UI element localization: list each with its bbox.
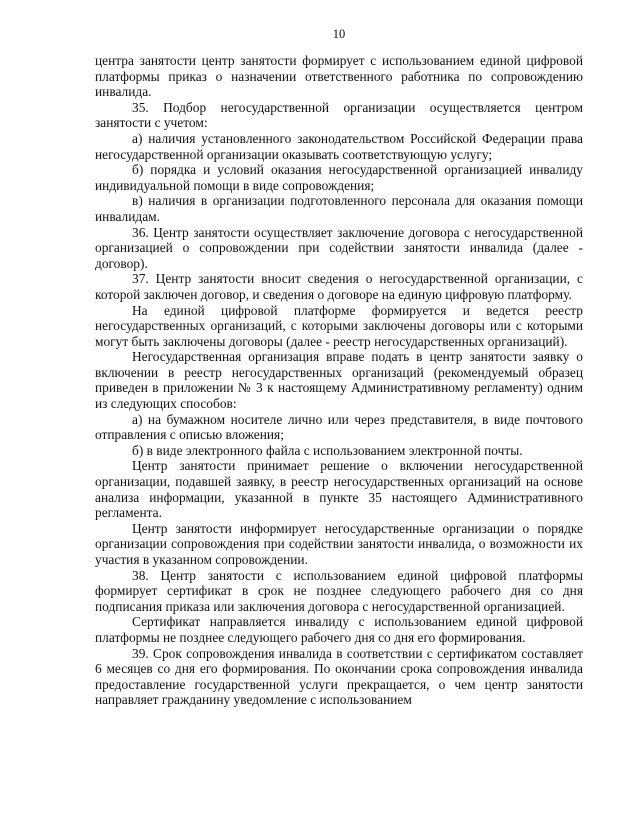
paragraph-clause-38: 38. Центр занятости с использованием единой цифровой платформы формирует сертификат в срок не позднее следующего рабочего дня со дня подписания приказа или заключения договора с негосударственной организацией.	[95, 567, 583, 614]
document-page	[95, 26, 583, 708]
paragraph-clause-35-c: в) наличия в организации подготовленного персонала для оказания помощи инвалидам.	[95, 193, 583, 224]
paragraph-continuation: центра занятости центр занятости формирует с использованием единой цифровой платформы приказ о назначении ответственного работника по сопровождению инвалида.	[95, 53, 583, 100]
paragraph-application: Негосударственная организация вправе подать в центр занятости заявку о включении в реестр негосударственных организаций (рекомендуемый образец приведен в приложении № 3 к настоящему Административному регламенту) одним из следующих способов:	[95, 349, 583, 412]
page-number: 10	[332, 27, 346, 41]
paragraph-clause-35-a: а) наличия установленного законодательством Российской Федерации права негосударственной организации оказывать соответствующую услугу;	[95, 130, 583, 162]
paragraph-clause-36: 36. Центр занятости осуществляет заключение договора с негосударственной организацией о сопровождении при содействии занятости инвалида (далее - договор).	[95, 224, 583, 271]
paragraph-clause-39: 39. Срок сопровождения инвалида в соответствии с сертификатом составляет 6 месяцев со дня его формирования. По окончании срока сопровождения инвалида предоставление государственной услуги прекращается, о чем центр занятости направляет гражданину уведомление с использованием	[95, 645, 583, 708]
paragraph-application-b: б) в виде электронного файла с использованием электронной почты.	[132, 442, 523, 458]
paragraph-clause-37: 37. Центр занятости вносит сведения о негосударственной организации, с которой заключен договор, и сведения о договоре на единую цифровую платформу.	[95, 271, 583, 302]
paragraph-certificate: Сертификат направляется инвалиду с использованием единой цифровой платформы не позднее следующего рабочего дня со дня его формирования.	[95, 614, 583, 645]
paragraph-clause-35: 35. Подбор негосударственной организации осуществляется центром занятости с учетом:	[95, 99, 583, 131]
paragraph-decision: Центр занятости принимает решение о включении негосударственной организации, подавшей заявку, в реестр негосударственных организаций на основе анализа информации, указанной в пункте 35 настоящего Административного регламента.	[95, 458, 583, 521]
paragraph-clause-35-b: б) порядка и условий оказания негосударственной организацией инвалиду индивидуальной помощи в виде сопровождения;	[95, 162, 583, 193]
paragraph-application-a: а) на бумажном носителе лично или через представителя, в виде почтового отправления с описью вложения;	[95, 411, 583, 443]
paragraph-registry: На единой цифровой платформе формируется и ведется реестр негосударственных организаций, с которыми заключены договоры или с которыми могут быть заключены договоры (далее - реестр негосударственных организаций).	[95, 302, 583, 349]
document-body	[95, 53, 583, 708]
paragraph-informing: Центр занятости информирует негосударственные организации о порядке организации сопровождения при содействии занятости инвалида, о возможности их участия в указанном сопровождении.	[95, 520, 583, 567]
